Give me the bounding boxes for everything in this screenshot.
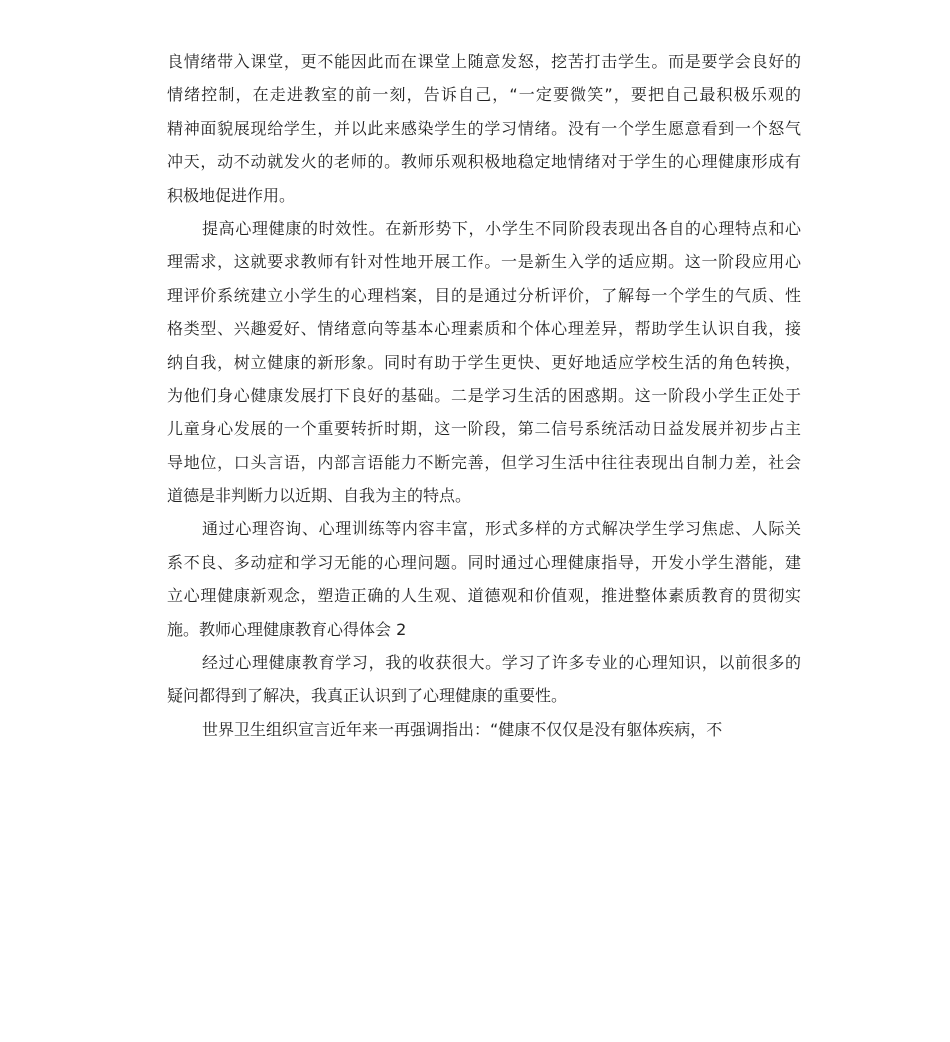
paragraph-learning-gains — [167, 646, 801, 713]
text-line: 理评价系统建立小学生的心理档案，目的是通过分析评价，了解每一个学生的气质、性 — [167, 285, 801, 305]
text-line: 世界卫生组织宣言近年来一再强调指出：“健康不仅仅是没有躯体疾病，不 — [202, 719, 723, 739]
text-line: 冲天，动不动就发火的老师的。教师乐观积极地稳定地情绪对于学生的心理健康形成有 — [167, 152, 801, 172]
text-line: 导地位，口头言语，内部言语能力不断完善，但学习生活中往往表现出自制力差，社会 — [167, 452, 801, 472]
text-line: 格类型、兴趣爱好、情绪意向等基本心理素质和个体心理差异，帮助学生认识自我，接 — [167, 319, 801, 339]
text-line: 良情绪带入课堂，更不能因此而在课堂上随意发怒，挖苦打击学生。而是要学会良好的 — [167, 52, 801, 71]
text-line: 理需求，这就要求教师有针对性地开展工作。一是新生入学的适应期。这一阶段应用心 — [167, 252, 801, 272]
document-page — [167, 45, 801, 746]
paragraph-timeliness — [167, 212, 801, 513]
paragraph-counseling — [167, 512, 801, 646]
paragraph-emotion-control — [167, 45, 801, 212]
text-line: 通过心理咨询、心理训练等内容丰富，形式多样的方式解决学生学习焦虑、人际关 — [202, 519, 801, 539]
text-line: 系不良、多动症和学习无能的心理问题。同时通过心理健康指导，开发小学生潜能，建 — [167, 552, 801, 572]
text-line: 疑问都得到了解决，我真正认识到了心理健康的重要性。 — [167, 686, 568, 706]
text-line: 儿童身心发展的一个重要转折时期，这一阶段，第二信号系统活动日益发展并初步占主 — [167, 419, 801, 439]
text-line: 提高心理健康的时效性。在新形势下，小学生不同阶段表现出各自的心理特点和心 — [202, 218, 801, 238]
text-line: 经过心理健康教育学习，我的收获很大。学习了许多专业的心理知识，以前很多的 — [202, 653, 801, 673]
text-line: 道德是非判断力以近期、自我为主的特点。 — [167, 486, 472, 506]
text-line: 积极地促进作用。 — [167, 185, 296, 205]
text-line: 施。教师心理健康教育心得体会 2 — [167, 619, 407, 639]
text-line: 精神面貌展现给学生，并以此来感染学生的学习情绪。没有一个学生愿意看到一个怒气 — [167, 118, 801, 138]
text-line: 立心理健康新观念，塑造正确的人生观、道德观和价值观，推进整体素质教育的贯彻实 — [167, 586, 801, 606]
text-line: 情绪控制，在走进教室的前一刻，告诉自己，“一定要微笑”，要把自己最积极乐观的 — [167, 85, 801, 105]
text-line: 纳自我，树立健康的新形象。同时有助于学生更快、更好地适应学校生活的角色转换， — [167, 352, 801, 372]
paragraph-who-declaration — [167, 713, 801, 746]
text-line: 为他们身心健康发展打下良好的基础。二是学习生活的困惑期。这一阶段小学生正处于 — [167, 385, 801, 405]
